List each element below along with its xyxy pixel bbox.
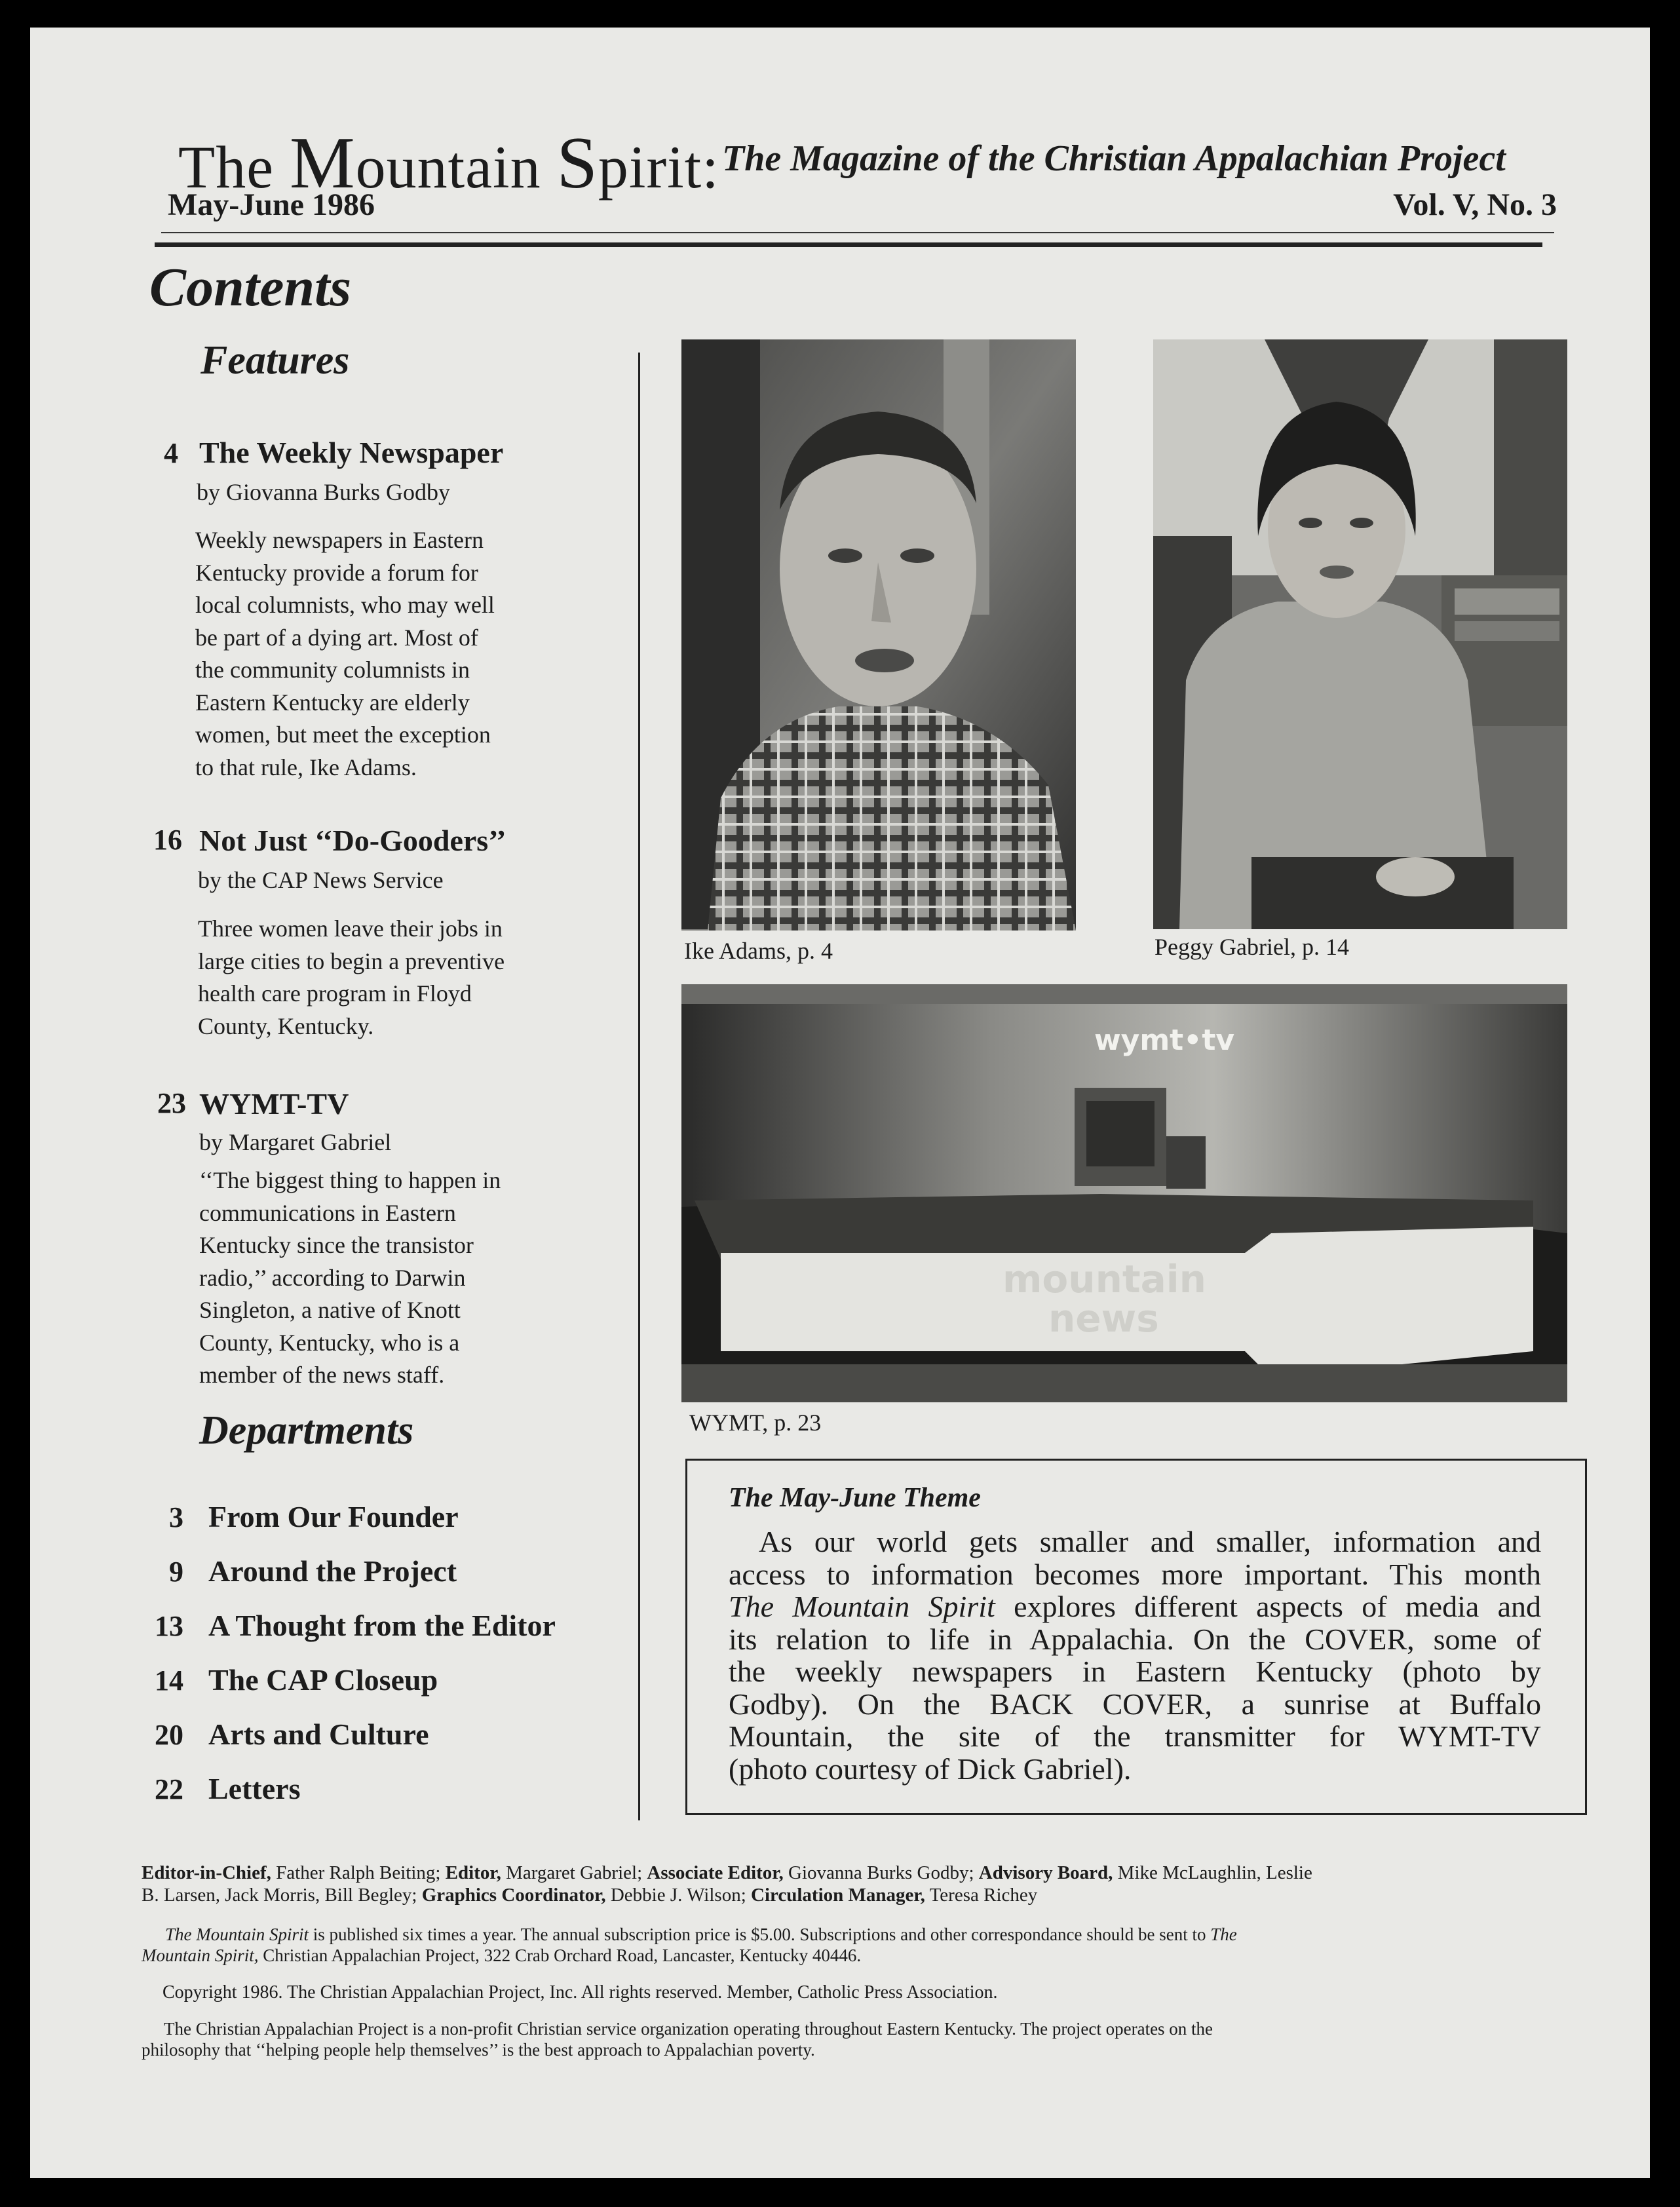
- department-title[interactable]: A Thought from the Editor: [208, 1609, 556, 1642]
- desk-logo-line1: mountain: [1002, 1257, 1206, 1301]
- masthead-title: The Mountain Spirit:: [178, 123, 719, 204]
- photo-caption: Ike Adams, p. 4: [684, 938, 833, 964]
- masthead-rule-thin: [161, 232, 1554, 233]
- department-title[interactable]: The CAP Closeup: [208, 1663, 438, 1697]
- about-line1: The Christian Appalachian Project is a non-profit Christian service organization operating throughout Eastern Kentucky. The project operates on the: [164, 2019, 1213, 2039]
- column-divider: [638, 353, 640, 1820]
- feature-summary: Weekly newspapers in Eastern Kentucky provide a forum for local columnists, who may well be part of a dying art. Most of the community columnists in Eastern Kentucky are elderly women, but meet the exception to that rule, Ike Adams.: [195, 527, 495, 780]
- about-line2: philosophy that ‘‘helping people help themselves’’ is the best approach to Appalachian poverty.: [142, 2040, 815, 2060]
- wymt-sign-text: wymt•tv: [1094, 1024, 1235, 1057]
- photo-caption: WYMT, p. 23: [689, 1410, 822, 1436]
- theme-heading: The May-June Theme: [729, 1483, 981, 1513]
- staff-credits-line1: Editor-in-Chief, Father Ralph Beiting; Editor, Margaret Gabriel; Associate Editor, Giovanna Burks Godby; Advisory Board, Mike McLaughlin, Leslie: [142, 1862, 1312, 1883]
- department-page-number: 22: [155, 1773, 183, 1805]
- issue-date: May-June 1986: [168, 187, 375, 222]
- departments-heading: Departments: [199, 1408, 414, 1453]
- feature-page-number: 23: [157, 1087, 186, 1119]
- contents-heading: Contents: [149, 257, 352, 318]
- feature-page-number: 4: [164, 437, 178, 469]
- feature-title[interactable]: WYMT-TV: [199, 1087, 349, 1121]
- feature-page-number: 16: [153, 824, 182, 856]
- photo-wymt-studio: [681, 984, 1567, 1402]
- department-page-number: 14: [155, 1664, 183, 1697]
- publication-info-line1: The Mountain Spirit is published six times a year. The annual subscription price is $5.00. Subscriptions and other correspondance should be sent to The: [165, 1925, 1237, 1944]
- photo-ike-adams: [681, 339, 1076, 931]
- desk-logo-line2: news: [1048, 1296, 1159, 1341]
- feature-byline: by the CAP News Service: [198, 867, 444, 893]
- masthead-subtitle: The Magazine of the Christian Appalachian Project: [722, 138, 1506, 179]
- masthead-rule-thick: [155, 242, 1542, 247]
- department-page-number: 3: [169, 1501, 183, 1533]
- department-title[interactable]: Around the Project: [208, 1554, 457, 1588]
- staff-credits-line2: B. Larsen, Jack Morris, Bill Begley; Graphics Coordinator, Debbie J. Wilson; Circulation Manager, Teresa Richey: [142, 1885, 1038, 1906]
- department-title[interactable]: From Our Founder: [208, 1500, 459, 1533]
- publication-info-line2: Mountain Spirit, Christian Appalachian Project, 322 Crab Orchard Road, Lancaster, Kentucky 40446.: [142, 1946, 862, 1965]
- department-page-number: 13: [155, 1610, 183, 1642]
- photo-peggy-gabriel: [1153, 339, 1567, 929]
- photo-caption: Peggy Gabriel, p. 14: [1155, 934, 1349, 960]
- feature-byline: by Margaret Gabriel: [199, 1129, 392, 1155]
- feature-byline: by Giovanna Burks Godby: [197, 479, 450, 505]
- feature-summary: Three women leave their jobs in large cities to begin a preventive health care program in Floyd County, Kentucky.: [198, 915, 505, 1039]
- department-title[interactable]: Arts and Culture: [208, 1718, 429, 1751]
- features-heading: Features: [200, 338, 350, 383]
- department-page-number: 20: [155, 1719, 183, 1751]
- feature-title[interactable]: The Weekly Newspaper: [199, 436, 504, 469]
- copyright-notice: Copyright 1986. The Christian Appalachian Project, Inc. All rights reserved. Member, Catholic Press Association.: [162, 1982, 998, 2003]
- department-page-number: 9: [169, 1556, 183, 1588]
- feature-summary: ‘‘The biggest thing to happen in communications in Eastern Kentucky since the transistor radio,’’ according to Darwin Singleton, a native of Knott County, Kentucky, who is a member of the news staff.: [199, 1167, 501, 1388]
- theme-magazine-title: The Mountain Spirit: [729, 1590, 995, 1623]
- theme-text: As our world gets smaller and smaller, information and access to information becomes more important. This month The Mountain Spirit explores different aspects of media and its relation to life in Appalachia. On the COVER, some of the weekly newspapers in Eastern Kentucky (photo by Godby). On the BACK COVER, a sunrise at Buffalo Mountain, the site of the transmitter for WYMT-TV (photo courtesy of Dick Gabriel).: [729, 1525, 1542, 1786]
- department-title[interactable]: Letters: [208, 1772, 301, 1805]
- issue-volume: Vol. V, No. 3: [1393, 187, 1557, 222]
- feature-title[interactable]: Not Just ‘‘Do-Gooders’’: [199, 824, 506, 857]
